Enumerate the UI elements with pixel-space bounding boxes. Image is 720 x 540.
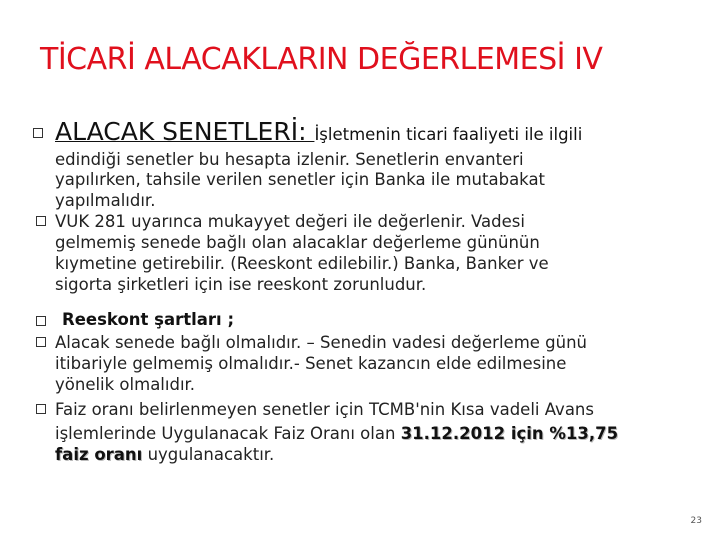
p2-line-4: sigorta şirketleri için ise reeskont zorunludur. [55,275,427,294]
reeskont-conditions: Reeskont şartları ; [62,310,235,329]
slide-title: TİCARİ ALACAKLARIN DEĞERLEMESİ IV [40,42,603,77]
bullet-icon [36,316,46,326]
p4-line-2: itibariyle gelmemiş olmalıdır.- Senet kazancın elde edilmesine [55,354,567,373]
heading-line [55,117,582,146]
heading-label: ALACAK SENETLERİ: [55,117,315,146]
rate-highlight: 31.12.2012 için %13,75 [400,424,619,443]
heading-rest: İşletmenin ticari faaliyeti ile ilgili [314,125,583,144]
page-number: 23 [690,516,702,526]
p3-line [62,310,234,329]
p5-line-3-text: uygulanacaktır. [142,445,275,464]
p2-line-2: gelmemiş senede bağlı olan alacaklar değerleme gününün [55,233,540,252]
p1-line-3: yapılmalıdır. [55,191,156,210]
p2-line-1: VUK 281 uyarınca mukayyet değeri ile değerlenir. Vadesi [55,212,525,231]
p1-line-2: yapılırken, tahsile verilen senetler için Banka ile mutabakat [55,170,546,189]
bullet-icon [36,404,46,414]
faiz-orani-bold: faiz oranı [55,445,143,464]
p5-line-2-text: işlemlerinde Uygulanacak Faiz Oranı olan [55,424,401,443]
bullet-icon [33,128,43,138]
p4-line-3: yönelik olmalıdır. [55,375,196,394]
p4-line-1: Alacak senede bağlı olmalıdır. – Senedin vadesi değerleme günü [55,333,588,352]
p5-line-2 [55,424,618,443]
p5-line-1: Faiz oranı belirlenmeyen senetler için TCMB'nin Kısa vadeli Avans [55,400,594,419]
p1-line-1: edindiği senetler bu hesapta izlenir. Senetlerin envanteri [55,150,524,169]
p2-line-3: kıymetine getirebilir. (Reeskont edilebilir.) Banka, Banker ve [55,254,549,273]
bullet-icon [36,337,46,347]
p5-line-3 [55,445,274,464]
bullet-icon [36,216,46,226]
